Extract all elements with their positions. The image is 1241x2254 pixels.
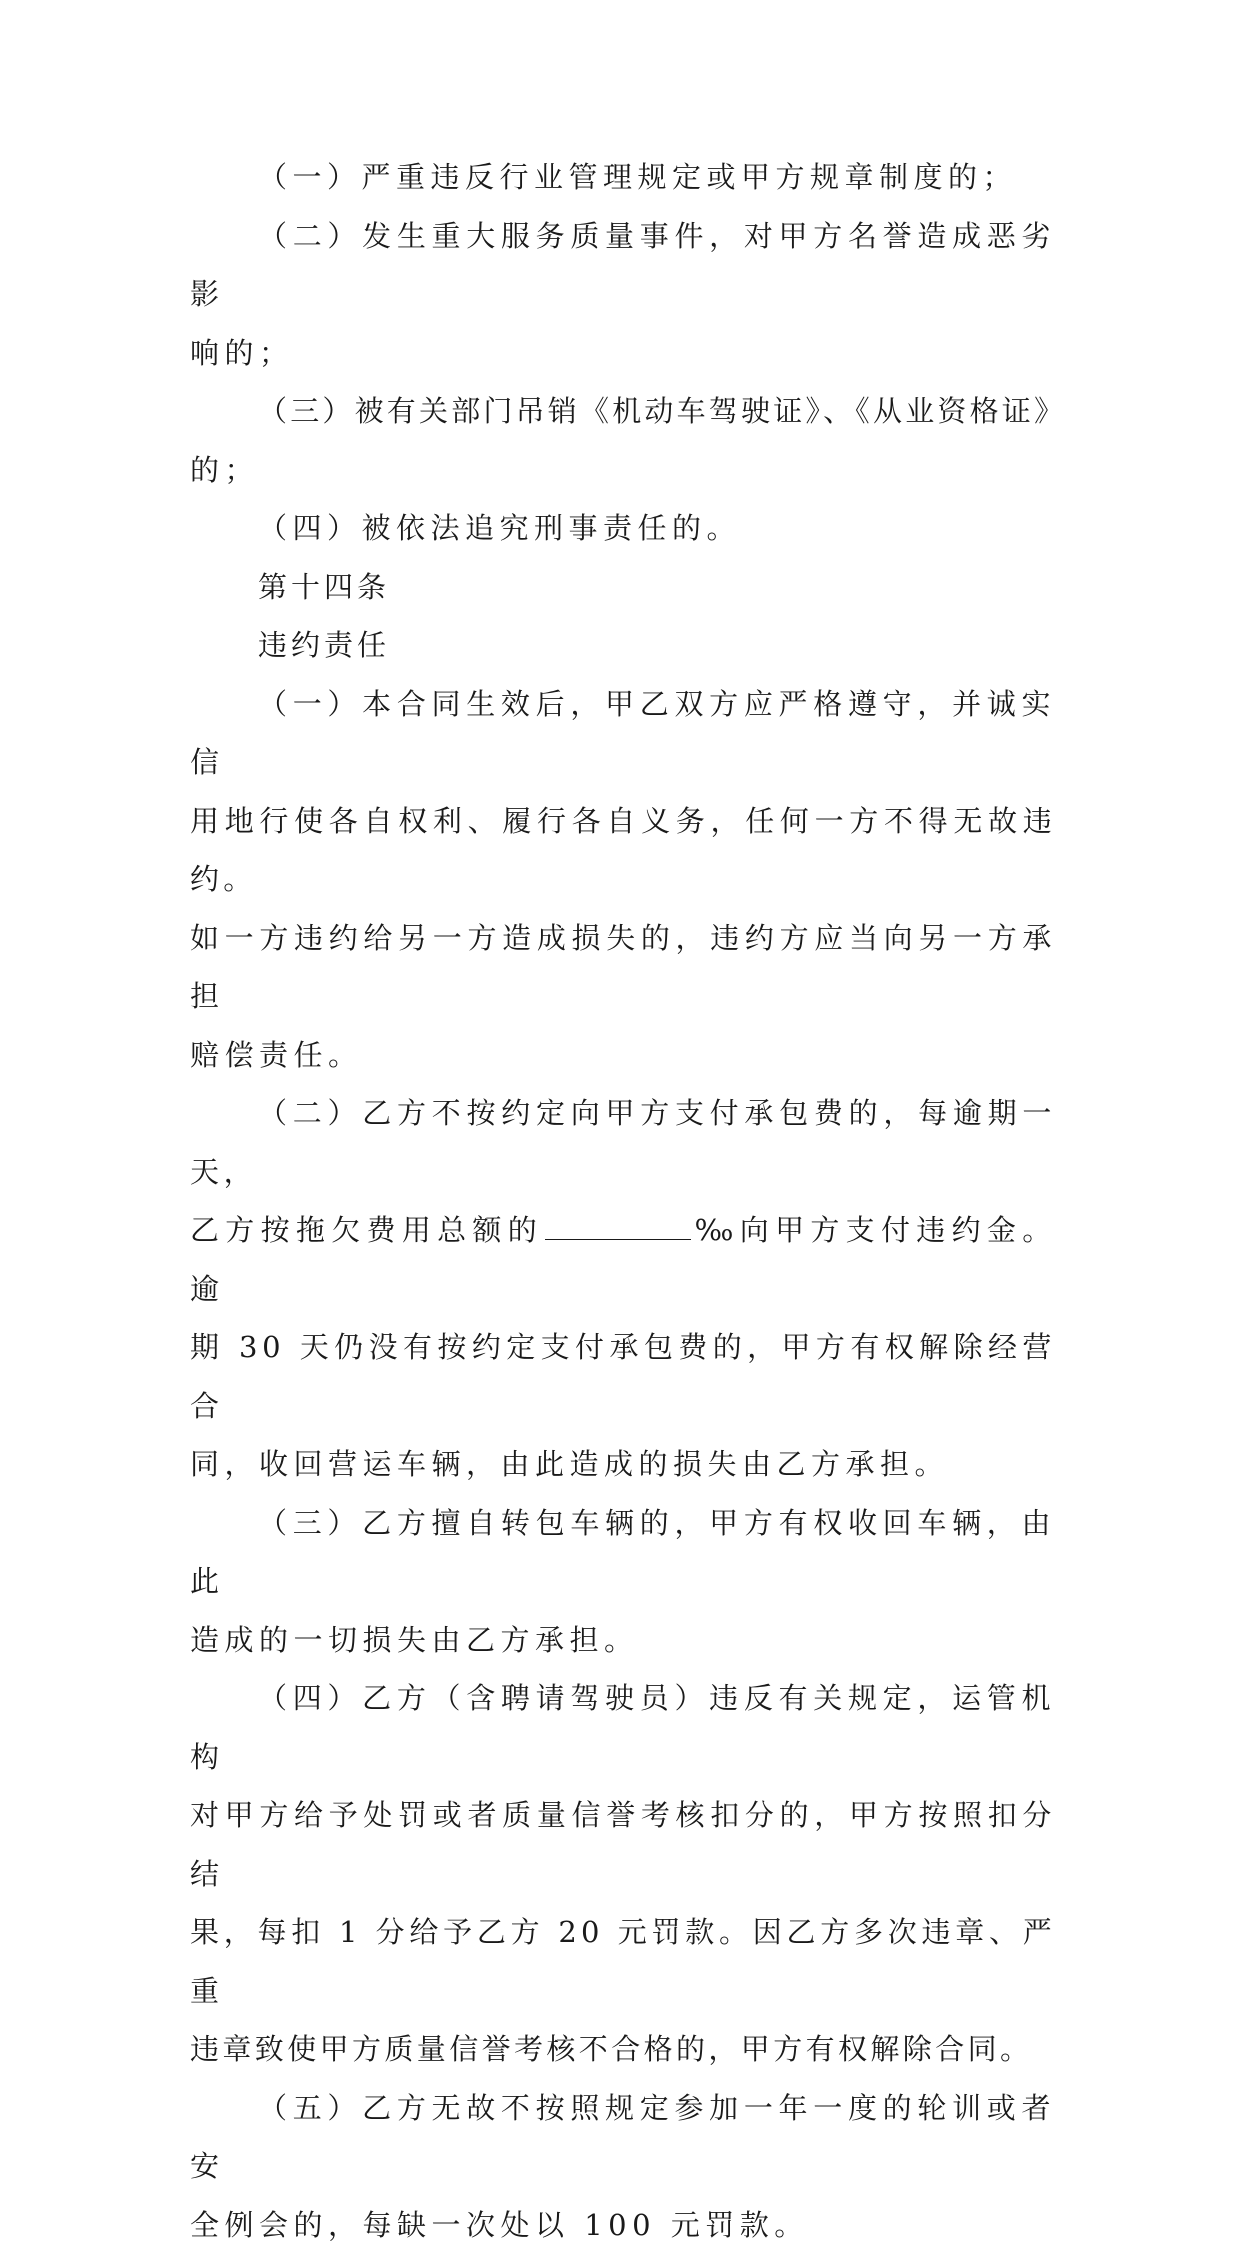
liability-item-3 (190, 1494, 1056, 1670)
text-line: （五）乙方无故不按照规定参加一年一度的轮训或者安 (190, 2079, 1056, 2196)
text-line: 果，每扣 1 分给予乙方 20 元罚款。因乙方多次违章、严重 (190, 1903, 1056, 2020)
liability-item-5 (190, 2079, 1056, 2254)
fill-in-blank[interactable] (545, 1238, 691, 1240)
clause-item-2 (190, 207, 1056, 383)
text-line: （一）严重违反行业管理规定或甲方规章制度的； (190, 148, 1056, 207)
text-line: （四）乙方（含聘请驾驶员）违反有关规定，运管机构 (190, 1669, 1056, 1786)
text-line: 造成的一切损失由乙方承担。 (190, 1611, 1056, 1670)
clause-item-3 (190, 382, 1056, 499)
text-line: 全例会的，每缺一次处以 100 元罚款。 (190, 2196, 1056, 2254)
text-line: 违约责任 (190, 616, 1056, 675)
text-line: 赔偿责任。 (190, 1026, 1056, 1085)
liability-item-1 (190, 675, 1056, 1085)
document-page (190, 148, 1056, 2254)
article-number (190, 558, 1056, 617)
text-line: （一）本合同生效后，甲乙双方应严格遵守，并诚实信 (190, 675, 1056, 792)
text-line: （三）被有关部门吊销《机动车驾驶证》、《从业资格证》 (190, 382, 1056, 441)
article-title (190, 616, 1056, 675)
text-line: （二）发生重大服务质量事件，对甲方名誉造成恶劣影 (190, 207, 1056, 324)
text-line: （三）乙方擅自转包车辆的，甲方有权收回车辆，由此 (190, 1494, 1056, 1611)
text-line: 的； (190, 441, 1056, 500)
text-line: 对甲方给予处罚或者质量信誉考核扣分的，甲方按照扣分结 (190, 1786, 1056, 1903)
clause-item-4 (190, 499, 1056, 558)
text-line: （二）乙方不按约定向甲方支付承包费的，每逾期一天， (190, 1084, 1056, 1201)
text-line: 响的； (190, 324, 1056, 383)
text-line (190, 1201, 1056, 1318)
text-line: 期 30 天仍没有按约定支付承包费的，甲方有权解除经营合 (190, 1318, 1056, 1435)
text-line: （四）被依法追究刑事责任的。 (190, 499, 1056, 558)
text-line: 用地行使各自权利、履行各自义务，任何一方不得无故违约。 (190, 792, 1056, 909)
liability-item-2 (190, 1084, 1056, 1494)
text-line: 如一方违约给另一方造成损失的，违约方应当向另一方承担 (190, 909, 1056, 1026)
text-fragment: ‰向甲方支付违约金。逾 (190, 1213, 1056, 1306)
text-line: 违章致使甲方质量信誉考核不合格的，甲方有权解除合同。 (190, 2020, 1056, 2079)
text-line: 第十四条 (190, 558, 1056, 617)
clause-item-1 (190, 148, 1056, 207)
text-fragment: 乙方按拖欠费用总额的 (190, 1213, 543, 1247)
text-line: 同，收回营运车辆，由此造成的损失由乙方承担。 (190, 1435, 1056, 1494)
liability-item-4 (190, 1669, 1056, 2079)
